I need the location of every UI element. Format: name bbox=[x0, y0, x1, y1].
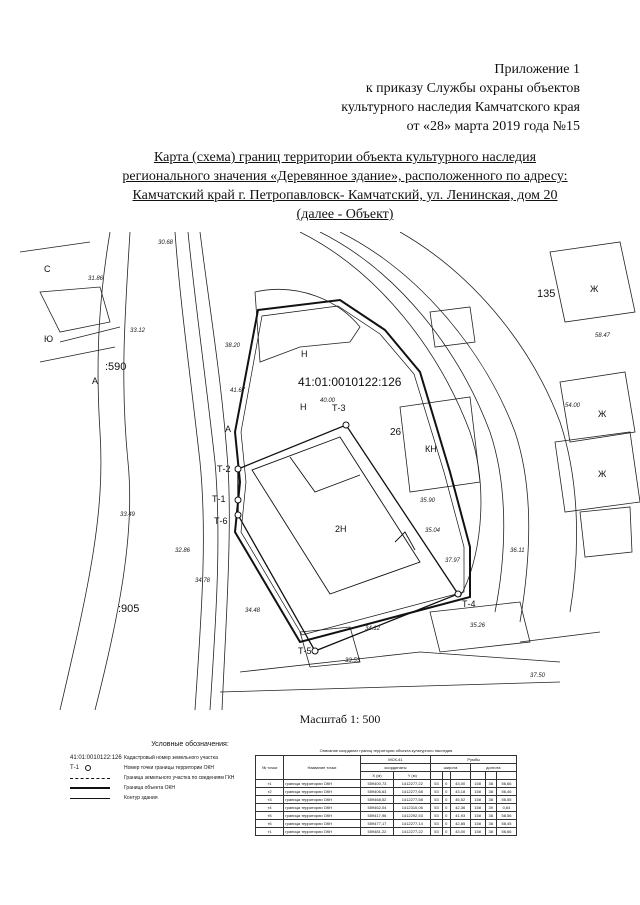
appendix-line-3: культурного наследия Камчатского края bbox=[341, 100, 580, 115]
cell-y: 1412277,68 bbox=[394, 788, 431, 796]
cell-d1: 53 bbox=[431, 820, 442, 828]
cell-d2: 158 bbox=[470, 780, 485, 788]
road-edge bbox=[95, 232, 130, 710]
parcel-boundary bbox=[235, 300, 470, 642]
cell-x: 559406,63 bbox=[360, 788, 394, 796]
cell-m2: 38 bbox=[485, 796, 496, 804]
cell-x: 559462,04 bbox=[360, 804, 394, 812]
cell-s1: 43,00 bbox=[450, 828, 470, 836]
cell-s2: 56,66 bbox=[496, 780, 516, 788]
svg-text::905: :905 bbox=[118, 603, 140, 615]
point-t4 bbox=[455, 591, 461, 597]
svg-text:26: 26 bbox=[390, 427, 402, 438]
cell-s2: 0,64 bbox=[496, 804, 516, 812]
cell-name: граница территории ОКН bbox=[284, 820, 360, 828]
cell-x: 559400,73 bbox=[360, 780, 394, 788]
svg-text:33.12: 33.12 bbox=[130, 328, 146, 334]
cell-name: граница территории ОКН bbox=[284, 812, 360, 820]
col-lat: широта bbox=[431, 764, 470, 772]
cell-m1: 0 bbox=[442, 828, 450, 836]
svg-text:40.00: 40.00 bbox=[320, 398, 336, 404]
cell-d2: 158 bbox=[470, 788, 485, 796]
svg-text:31.86: 31.86 bbox=[88, 276, 104, 282]
cell-m2: 38 bbox=[485, 780, 496, 788]
building-contour bbox=[252, 437, 420, 594]
svg-text:КН: КН bbox=[425, 444, 437, 454]
legend-row bbox=[70, 783, 270, 793]
svg-text:34.12: 34.12 bbox=[365, 626, 381, 632]
svg-text:2Н: 2Н bbox=[335, 524, 347, 534]
title-line-1: Карта (схема) границ территории объекта культурного наследия bbox=[153, 150, 537, 165]
cell-d1: 53 bbox=[431, 788, 442, 796]
cell-y: 1412277,22 bbox=[394, 828, 431, 836]
cell-y: 1412292,53 bbox=[394, 812, 431, 820]
cell-d1: 53 bbox=[431, 812, 442, 820]
building bbox=[550, 242, 635, 322]
cell-x: 559481,22 bbox=[360, 828, 394, 836]
cell-n: т4 bbox=[256, 804, 284, 812]
legend-text: Контур здания bbox=[124, 794, 158, 801]
svg-text:32.86: 32.86 bbox=[175, 548, 191, 554]
table-row bbox=[256, 796, 517, 804]
col-y: Y (м) bbox=[394, 772, 431, 780]
legend-row bbox=[70, 793, 270, 803]
cell-s1: 43,00 bbox=[450, 780, 470, 788]
col-x: X (м) bbox=[360, 772, 394, 780]
cell-y: 1412310,06 bbox=[394, 804, 431, 812]
cell-name: граница территории ОКН bbox=[284, 796, 360, 804]
svg-text:Н: Н bbox=[301, 349, 308, 359]
cell-d1: 53 bbox=[431, 828, 442, 836]
cell-d2: 158 bbox=[470, 812, 485, 820]
cell-name: граница территории ОКН bbox=[284, 788, 360, 796]
cell-m2: 38 bbox=[485, 812, 496, 820]
svg-text:34.48: 34.48 bbox=[245, 608, 261, 614]
cell-s2: 56,66 bbox=[496, 828, 516, 836]
road-edge bbox=[175, 232, 203, 710]
map-title bbox=[95, 148, 595, 224]
label-t5: Т-5 bbox=[298, 646, 312, 656]
svg-text:А: А bbox=[92, 376, 99, 386]
appendix-line-4: от «28» марта 2019 года №15 bbox=[406, 119, 580, 134]
appendix-line-2: к приказу Службы охраны объектов bbox=[365, 81, 580, 96]
cell-n: т1 bbox=[256, 828, 284, 836]
title-line-4: (далее - Объект) bbox=[296, 207, 394, 222]
svg-text:135: 135 bbox=[537, 288, 556, 300]
col-name: Название точки bbox=[284, 756, 360, 780]
legend-text: Кадастровый номер земельного участка bbox=[124, 754, 218, 761]
cell-d2: 158 bbox=[470, 796, 485, 804]
coordinates-title: Описание координат границ территории объекта культурного наследия bbox=[319, 748, 453, 753]
svg-text:35.26: 35.26 bbox=[470, 623, 486, 629]
point-t5 bbox=[312, 648, 318, 654]
cell-x: 559417,96 bbox=[360, 812, 394, 820]
svg-text:Ж: Ж bbox=[598, 469, 607, 479]
cell-n: т3 bbox=[256, 796, 284, 804]
map-scale: Масштаб 1: 500 bbox=[299, 712, 381, 726]
coordinates-table-block bbox=[255, 748, 517, 836]
cell-m1: 0 bbox=[442, 820, 450, 828]
table-row bbox=[256, 812, 517, 820]
cell-d2: 158 bbox=[470, 828, 485, 836]
table-row bbox=[256, 780, 517, 788]
svg-text:34.78: 34.78 bbox=[195, 578, 211, 584]
cell-s1: 42,85 bbox=[450, 820, 470, 828]
okn-boundary bbox=[238, 425, 458, 651]
road-curve bbox=[300, 232, 481, 597]
cell-m2: 38 bbox=[485, 788, 496, 796]
point-t6 bbox=[235, 512, 241, 518]
legend-row bbox=[70, 773, 270, 783]
cadastral-map bbox=[0, 232, 640, 710]
col-az: Румбы bbox=[431, 756, 517, 764]
cell-n: т1 bbox=[256, 780, 284, 788]
title-line-3: Камчатский край г. Петропавловск- Камчатский, ул. Ленинская, дом 20 bbox=[132, 188, 558, 203]
cell-m2: 38 bbox=[485, 828, 496, 836]
thick-line-icon bbox=[70, 787, 110, 789]
svg-text:Н: Н bbox=[300, 402, 307, 412]
cell-s2: 58,56 bbox=[496, 812, 516, 820]
cell-m1: 0 bbox=[442, 780, 450, 788]
cell-n: т2 bbox=[256, 788, 284, 796]
cell-s1: 45,52 bbox=[450, 796, 470, 804]
svg-text:33.53: 33.53 bbox=[345, 658, 361, 664]
table-row bbox=[256, 820, 517, 828]
label-t6: Т-6 bbox=[214, 516, 228, 526]
svg-text:А: А bbox=[225, 424, 232, 434]
cell-m1: 0 bbox=[442, 804, 450, 812]
svg-text:36.11: 36.11 bbox=[510, 548, 525, 554]
road-curve bbox=[340, 232, 529, 622]
cell-name: граница территории ОКН bbox=[284, 804, 360, 812]
legend-symbol: Т-1 bbox=[70, 764, 124, 773]
building bbox=[400, 397, 480, 492]
svg-text:37.50: 37.50 bbox=[530, 673, 546, 679]
point-t3 bbox=[343, 422, 349, 428]
legend-row bbox=[70, 753, 270, 763]
svg-text:Ж: Ж bbox=[590, 284, 599, 294]
cell-d2: 158 bbox=[470, 820, 485, 828]
svg-text:35.90: 35.90 bbox=[420, 498, 436, 504]
title-line-2: регионального значения «Деревянное здание», расположенного по адресу: bbox=[122, 169, 568, 184]
thin-line-icon bbox=[70, 798, 110, 799]
cell-y: 1412277,14 bbox=[394, 820, 431, 828]
cell-m2: 38 bbox=[485, 820, 496, 828]
legend-text: Граница объекта ОКН bbox=[124, 784, 176, 791]
legend-text: Номер точки границы территории ОКН bbox=[124, 764, 214, 771]
svg-text:Ж: Ж bbox=[598, 409, 607, 419]
legend-symbol: 41:01:0010122:126 bbox=[70, 754, 122, 761]
table-row bbox=[256, 828, 517, 836]
coordinates-table bbox=[255, 755, 517, 836]
svg-text:30.68: 30.68 bbox=[158, 240, 174, 246]
cell-y: 1412277,22 bbox=[394, 780, 431, 788]
cell-s2: 56,46 bbox=[496, 788, 516, 796]
cell-n: т6 bbox=[256, 820, 284, 828]
svg-text:37.97: 37.97 bbox=[445, 558, 461, 564]
legend-text: Граница земельного участка по сведениям ГКН bbox=[124, 774, 235, 781]
cell-m1: 0 bbox=[442, 796, 450, 804]
cell-s1: 42,36 bbox=[450, 804, 470, 812]
appendix-line-1: Приложение 1 bbox=[494, 62, 580, 77]
cell-d1: 53 bbox=[431, 780, 442, 788]
cell-d1: 53 bbox=[431, 796, 442, 804]
cell-y: 1412277,58 bbox=[394, 796, 431, 804]
cell-name: граница территории ОКН bbox=[284, 828, 360, 836]
cell-x: 559468,52 bbox=[360, 796, 394, 804]
legend-row bbox=[70, 763, 270, 773]
svg-text:58.47: 58.47 bbox=[595, 333, 611, 339]
cell-m1: 0 bbox=[442, 788, 450, 796]
label-t3: Т-3 bbox=[332, 403, 346, 413]
label-t4: Т-4 bbox=[462, 599, 476, 609]
cell-s2: 58,45 bbox=[496, 820, 516, 828]
label-t1: Т-1 bbox=[212, 494, 226, 504]
point-marker-icon bbox=[85, 765, 91, 771]
dashed-line-icon bbox=[70, 778, 110, 779]
col-msk: МСК-41 bbox=[360, 756, 431, 764]
appendix-block bbox=[250, 60, 580, 136]
legend-title: Условные обозначения: bbox=[151, 741, 229, 748]
cell-d1: 53 bbox=[431, 804, 442, 812]
table-row bbox=[256, 804, 517, 812]
svg-text:38.20: 38.20 bbox=[225, 343, 241, 349]
svg-text::590: :590 bbox=[105, 361, 127, 373]
svg-text:41.67: 41.67 bbox=[230, 388, 246, 394]
road-edge bbox=[188, 232, 218, 710]
road-edge bbox=[60, 232, 110, 710]
cell-m1: 0 bbox=[442, 812, 450, 820]
cell-s1: 41,93 bbox=[450, 812, 470, 820]
svg-text:54.00: 54.00 bbox=[565, 403, 581, 409]
cell-s2: 56,55 bbox=[496, 796, 516, 804]
cell-s1: 43,18 bbox=[450, 788, 470, 796]
cell-x: 559477,17 bbox=[360, 820, 394, 828]
col-num: № точки bbox=[256, 756, 284, 780]
cell-d2: 158 bbox=[470, 804, 485, 812]
legend bbox=[70, 741, 270, 803]
svg-text:35.04: 35.04 bbox=[425, 528, 441, 534]
svg-text:С: С bbox=[44, 264, 51, 274]
point-t2 bbox=[235, 466, 241, 472]
table-row bbox=[256, 788, 517, 796]
cadastral-number-label: 41:01:0010122:126 bbox=[298, 375, 402, 389]
cell-name: граница территории ОКН bbox=[284, 780, 360, 788]
cell-m2: 39 bbox=[485, 804, 496, 812]
cell-n: т5 bbox=[256, 812, 284, 820]
svg-text:Ю: Ю bbox=[44, 334, 54, 344]
col-coords: координаты bbox=[360, 764, 431, 772]
point-t1 bbox=[235, 497, 241, 503]
label-t2: Т-2 bbox=[217, 464, 231, 474]
svg-text:33.49: 33.49 bbox=[120, 512, 136, 518]
col-lon: долгота bbox=[470, 764, 516, 772]
